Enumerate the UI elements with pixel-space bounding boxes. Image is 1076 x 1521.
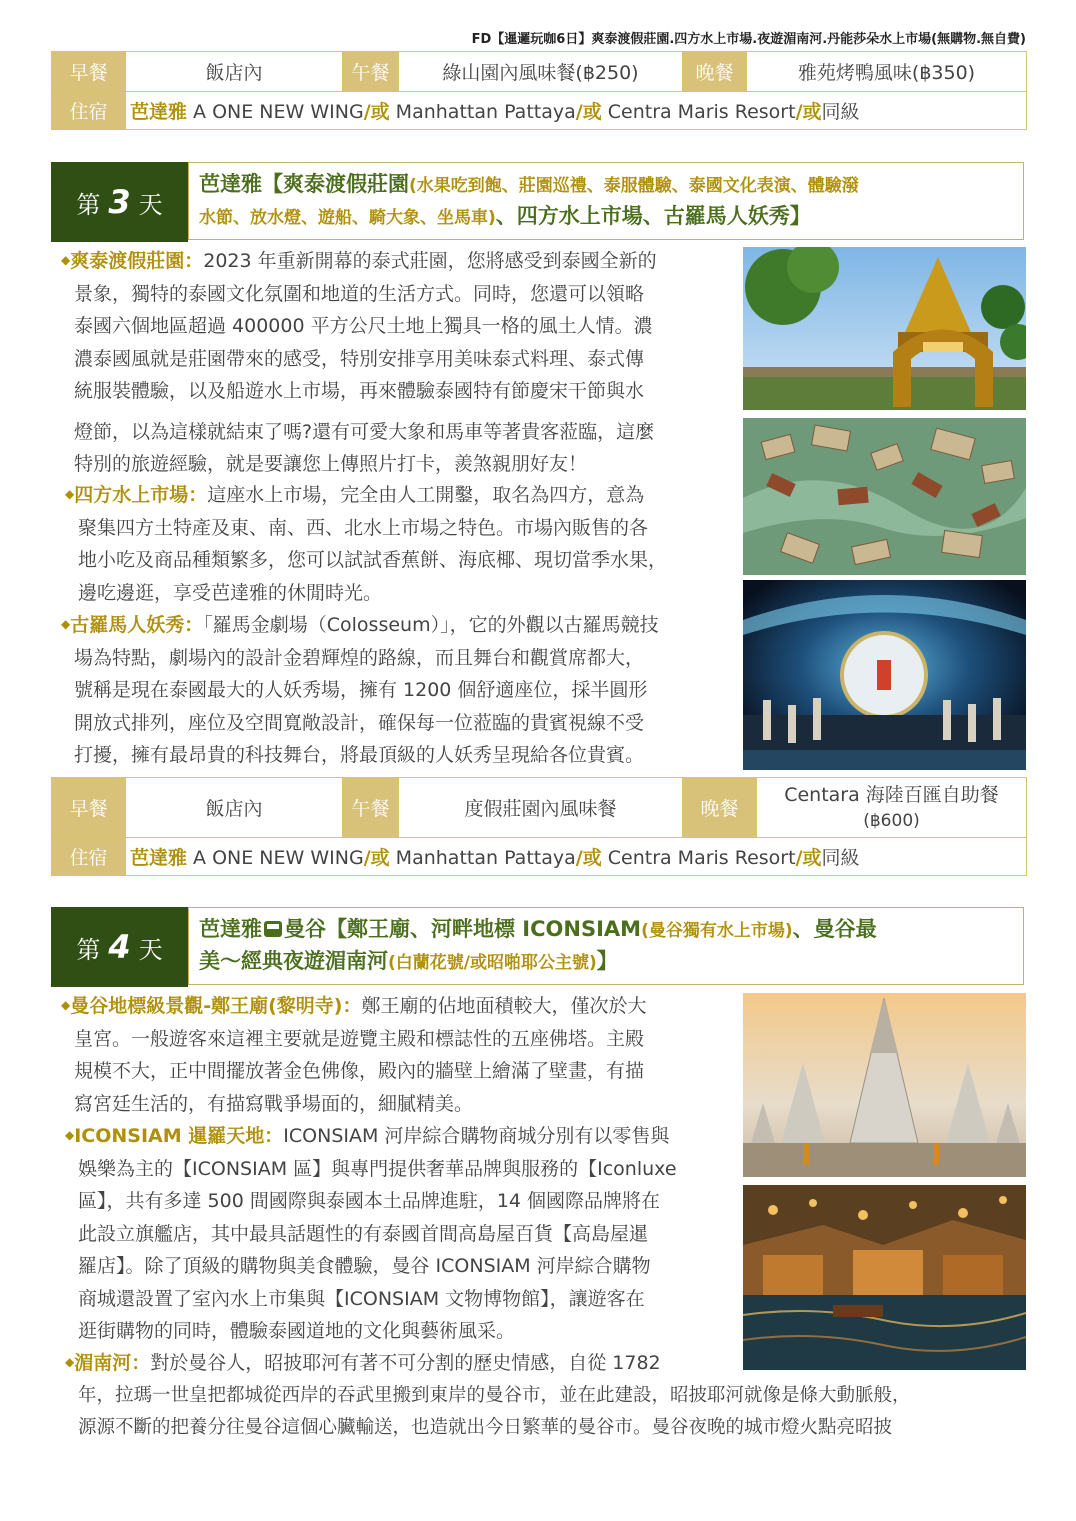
- diamond-icon: ◆: [61, 998, 71, 1012]
- bus-icon: [264, 921, 282, 937]
- day4-title: 芭達雅 曼谷【鄭王廟、河畔地標 ICONSIAM(曼谷獨有水上市場)、曼谷最 美～經典夜遊湄南河(白蘭花號/或昭啪耶公主號)】: [188, 907, 1024, 985]
- stay-label: 住宿: [52, 92, 126, 130]
- wat-arun-photo: [743, 993, 1026, 1177]
- meal-table-day3: [51, 777, 1027, 876]
- day3-section-resort: ◆爽泰渡假莊園：2023 年重新開幕的泰式莊園，您將感受到泰國全新的 景象，獨特的泰國文化氛圍和地道的生活方式。同時，您還可以領略 泰國六個地區超過 400000 平方公尺土地上獨具一格的風土人情。濃 濃泰國風就是莊園帶來的感受，特別安排享用美味泰式料理、泰式傳 統服裝體驗，以及船遊水上市場，再來體驗泰國特有節慶宋干節與水 燈節，以為這樣就結束了嗎?還有可愛大象和馬車等著貴客蒞臨，這麼 特別的旅遊經驗，就是要讓您上傳照片打卡，羨煞親朋好友！: [61, 250, 657, 475]
- day3-badge: 第 3 天: [51, 162, 188, 242]
- diamond-icon: ◆: [65, 1128, 75, 1142]
- breakfast-value: 飯店內: [126, 778, 343, 838]
- day4-header: [51, 907, 1026, 987]
- stay-value: 芭達雅 A ONE NEW WING/或 Manhattan Pattaya/或 Centra Maris Resort/或同級: [126, 838, 1027, 876]
- floating-market-aerial-photo: [743, 418, 1026, 575]
- day3-title: 芭達雅【爽泰渡假莊園(水果吃到飽、莊園巡禮、泰服體驗、泰國文化表演、體驗潑 水節、放水燈、遊船、騎大象、坐馬車)、四方水上市場、古羅馬人妖秀】: [188, 162, 1024, 240]
- lunch-label: 午餐: [343, 52, 399, 92]
- day3-section-market: ◆四方水上市場：這座水上市場，完全由人工開鑿，取名為四方，意為 聚集四方土特產及東、南、西、北水上市場之特色。市場內販售的各 地小吃及商品種類繁多，您可以試試香蕉餅、海底椰、現切當季水果， 邊吃邊逛，享受芭達雅的休閒時光。: [65, 484, 668, 604]
- day4-section-wat-arun: ◆曼谷地標級景觀-鄭王廟(黎明寺)：鄭王廟的佔地面積較大，僅次於大 皇宮。一般遊客來這裡主要就是遊覽主殿和標誌性的五座佛塔。主殿 規模不大，正中間擺放著金色佛像，殿內的牆壁上繪滿了壁畫，有描 寫宮廷生活的，有描寫戰爭場面的，細膩精美。: [61, 995, 647, 1115]
- dinner-label: 晚餐: [683, 778, 757, 838]
- diamond-icon: ◆: [61, 617, 71, 631]
- day3-section-show: ◆古羅馬人妖秀：「羅馬金劇場（Colosseum）」，它的外觀以古羅馬競技 場為特點，劇場內的設計金碧輝煌的路線，而且舞台和觀賞席都大， 號稱是現在泰國最大的人妖秀場，擁有 1200 個舒適座位，採半圓形 開放式排列，座位及空間寬敞設計，確保每一位蒞臨的貴賓視線不受 打擾，擁有最昂貴的科技舞台，將最頂級的人妖秀呈現給各位貴賓。: [61, 614, 659, 766]
- iconsiam-market-photo: [743, 1185, 1026, 1370]
- resort-gate-photo: [743, 247, 1026, 410]
- dinner-label: 晚餐: [683, 52, 747, 92]
- day4-badge: 第 4 天: [51, 907, 188, 987]
- stay-value: 芭達雅 A ONE NEW WING/或 Manhattan Pattaya/或 Centra Maris Resort/或同級: [126, 92, 1027, 130]
- dinner-value: Centara 海陸百匯自助餐 (฿600): [757, 778, 1027, 838]
- day4-section-iconsiam: ◆ICONSIAM 暹羅天地：ICONSIAM 河岸綜合購物商城分別有以零售與 娛樂為主的【ICONSIAM 區】與專門提供奢華品牌與服務的【Iconluxe 區】，共有多達 500 間國際與泰國本土品牌進駐，14 個國際品牌將在 此設立旗艦店，其中最具話題性的有泰國首間高島屋百貨【高島屋暹 羅店】。除了頂級的購物與美食體驗，曼谷 ICONSIAM 河岸綜合購物 商城還設置了室內水上市集與【ICONSIAM 文物博物館】，讓遊客在 逛街購物的同時，體驗泰國道地的文化與藝術風采。: [65, 1125, 677, 1342]
- document-header: FD【暹邏玩咖6日】爽泰渡假莊園.四方水上市場.夜遊湄南河.丹能莎朵水上市場(無購物.無自費): [471, 32, 1026, 47]
- breakfast-value: 飯店內: [126, 52, 343, 92]
- day4-section-river: ◆湄南河：對於曼谷人，昭披耶河有著不可分割的歷史情感，自從 1782 年，拉瑪一世皇把都城從西岸的吞武里搬到東岸的曼谷市，並在此建設，昭披耶河就像是條大動脈般， 源源不斷的把養分往曼谷這個心臟輸送，也造就出今日繁華的曼谷市。曼谷夜晚的城市燈火點亮昭披: [65, 1352, 911, 1438]
- diamond-icon: ◆: [65, 1355, 75, 1369]
- breakfast-label: 早餐: [52, 778, 126, 838]
- breakfast-label: 早餐: [52, 52, 126, 92]
- diamond-icon: ◆: [61, 253, 71, 267]
- lunch-value: 綠山園內風味餐(฿250): [399, 52, 683, 92]
- diamond-icon: ◆: [65, 487, 75, 501]
- stay-label: 住宿: [52, 838, 126, 876]
- lunch-label: 午餐: [343, 778, 399, 838]
- day3-header: [51, 162, 1026, 242]
- dinner-value: 雅苑烤鴨風味(฿350): [747, 52, 1027, 92]
- colosseum-show-photo: [743, 580, 1026, 770]
- lunch-value: 度假莊園內風味餐: [399, 778, 683, 838]
- meal-table-day2: [51, 51, 1027, 130]
